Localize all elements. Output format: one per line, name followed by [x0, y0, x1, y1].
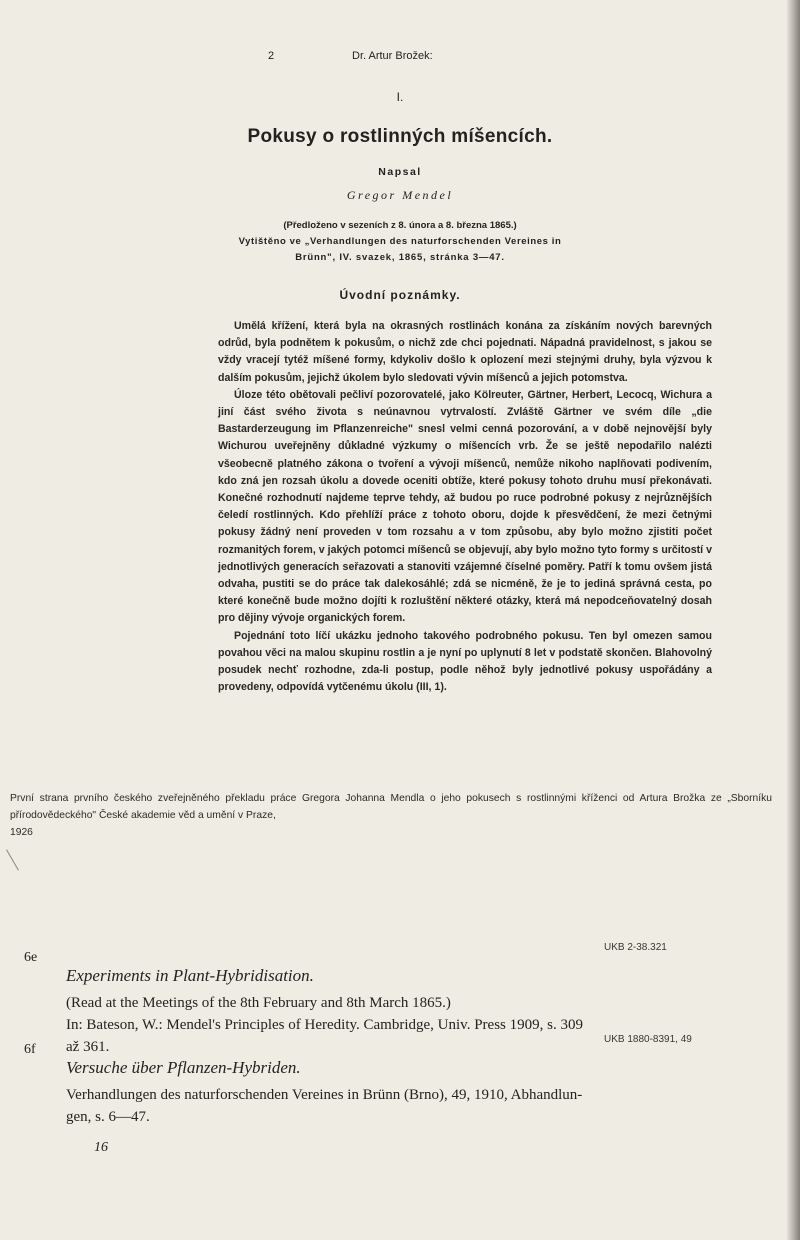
entry-code: 6f — [24, 1042, 36, 1057]
figure-caption — [10, 790, 772, 841]
publication-note-line2: Brünn", IV. svazek, 1865, stránka 3—47. — [295, 252, 505, 263]
article-title: Pokusy o rostlinných míšencích. — [247, 126, 553, 147]
paragraph: Úloze této obětovali pečliví pozorovatelé, jako Kölreuter, Gärtner, Herbert, Lecocq, Wichura a jiní část svého života s neúnavnou vytrvalostí. Zvláště Gärtner ve svém díle „die Bastarderzeugung im Pflanzenreiche" snesl velmi cenná pozorování, a v době nejnovější byly Wichurou uveřejněny důkladné výzkumy o míšencích vrb. Že se ještě nepodařilo nalézti všeobecně platného zákona o tvoření a vývoji míšenců, nemůže nikoho naplňovati podivením, kdo zná jen rozsah úkolu a dovede oceniti obtíže, které pokusy tohoto druhu musí překonávati. Konečné rozhodnutí najdeme teprve tehdy, až budou po ruce podrobné pokusy z nejrůznějších čeledí rostlinných. Kdo přehlíží práce z tohoto oboru, dojde k přesvědčení, že mezi četnými pokusy žádný není proveden v tom rozsahu a v tom způsobu, aby bylo možno zjistiti počet rozmanitých forem, v jakých potomci míšenců se objevují, aby bylo možno tyto formy s určitostí v jednotlivých generacích seřazovati a stanoviti vzájemné číselné poměry. Patří k tomu ovšem jistá odvaha, pustiti se do práce tak dalekosáhlé; zdá se nicméně, že je to jediná správná cesta, po které konečně bude možno dojíti k rozluštění některé otázky, která má nepodceňovatelný dosah pro dějiny vývoje organických forem. — [218, 388, 712, 625]
article-author: Gregor Mendel — [346, 188, 454, 202]
article-body — [218, 318, 712, 696]
entry-line: (Read at the Meetings of the 8th February and 8th March 1865.) — [66, 995, 451, 1011]
header-page-number: 2 — [268, 50, 275, 62]
caption-year: 1926 — [10, 827, 33, 838]
entry-code: 6e — [24, 950, 38, 965]
entry-line: gen, s. 6—47. — [66, 1109, 150, 1125]
page-edge-shadow — [786, 0, 800, 1240]
call-number: UKB 2-38.321 — [604, 942, 667, 953]
pencil-mark — [6, 849, 19, 870]
paragraph: Pojednání toto líčí ukázku jednoho takového podrobného pokusu. Ten byl omezen samou povahou věci na malou skupinu rostlin a je nyní po uplynutí 8 let v podstatě skončen. Blahovolný posudek nechť rozhodne, zda-li postup, podle něhož byly jednotlivé pokusy uspořádány a provedeny, odpovídá vytčenému úkolu (III, 1). — [218, 629, 712, 694]
publication-note-line1: Vytištěno ve „Verhandlungen des naturforschenden Vereines in — [238, 236, 562, 247]
caption-text: První strana prvního českého zveřejněného překladu práce Gregora Johanna Mendla o jeho pokusech s rostlinnými kříženci od Artura Brožka ze „Sborníku přírodovědeckého" České akademie věd a umění v Praze, — [10, 793, 772, 821]
entry-line: In: Bateson, W.: Mendel's Principles of Heredity. Cambridge, Univ. Press 1909, s. 309 — [66, 1017, 583, 1033]
byline-label: Napsal — [378, 166, 422, 178]
entry-line: Verhandlungen des naturforschenden Vereines in Brünn (Brno), 49, 1910, Abhandlun- — [66, 1087, 583, 1103]
header-author: Dr. Artur Brožek: — [352, 50, 433, 62]
chapter-numeral: I. — [396, 90, 404, 104]
call-number: UKB 1880-8391, 49 — [604, 1034, 692, 1045]
presentation-note: (Předloženo v sezeních z 8. února a 8. března 1865.) — [283, 220, 517, 231]
page-number: 16 — [94, 1140, 108, 1155]
entry-title: Versuche über Pflanzen-Hybriden. — [66, 1058, 301, 1077]
entry-line: až 361. — [66, 1039, 110, 1055]
section-title: Úvodní poznámky. — [339, 288, 461, 302]
entry-title: Experiments in Plant-Hybridisation. — [66, 966, 314, 985]
paragraph: Umělá křížení, která byla na okrasných rostlinách konána za získáním nových barevných odrůd, byla podnětem k pokusům, o nichž zde chci pojednati. Nápadná pravidelnost, s jakou se vždy vracejí tytéž míšené formy, kdykoliv došlo k oplození mezi stejnými druhy, byla výzvou k dalším pokusům, jejichž úkolem bylo sledovati vývin míšenců a jejich potomstva. — [218, 320, 712, 384]
